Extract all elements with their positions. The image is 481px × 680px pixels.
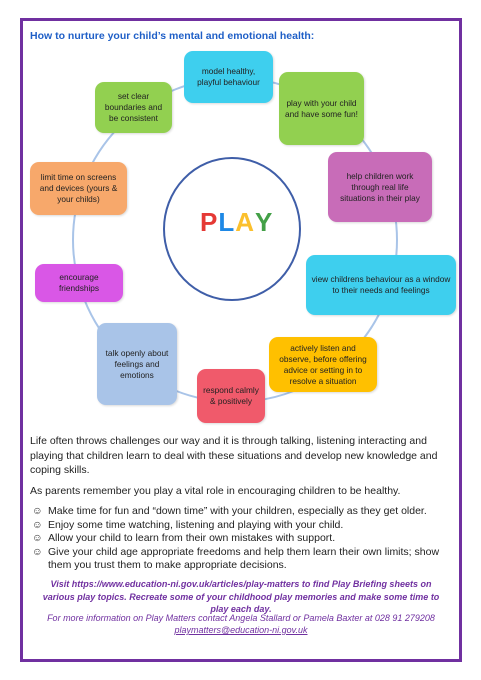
smiley-icon: ☺: [32, 545, 43, 558]
play-letter-a: A: [235, 207, 256, 237]
intro-paragraph: Life often throws challenges our way and it is through talking, listening interacting and playing that children learn to deal with these situations and develop new knowledge and coping skills.: [30, 435, 438, 476]
page-title: How to nurture your child’s mental and emotional health:: [30, 30, 315, 42]
list-item: [30, 505, 458, 519]
tip-text: Make time for fun and “down time” with your children, especially as they get older.: [48, 505, 427, 517]
tip-text: Allow your child to learn from their own mistakes with support.: [48, 532, 336, 544]
smiley-icon: ☺: [32, 505, 43, 517]
box-help-children-work: help children work through real life situations in their play: [328, 152, 432, 222]
list-item: [30, 519, 458, 533]
list-item: [30, 546, 458, 573]
box-view-behaviour: view childrens behaviour as a window to their needs and feelings: [306, 255, 456, 315]
list-item: [30, 532, 458, 546]
tips-list: [30, 505, 458, 573]
play-letter-p: P: [200, 207, 219, 237]
box-limit-screens: limit time on screens and devices (yours & your childs): [30, 162, 127, 215]
box-model-healthy: model healthy, playful behaviour: [184, 51, 273, 103]
email-link[interactable]: playmatters@education-ni.gov.uk: [174, 625, 308, 635]
box-set-boundaries: set clear boundaries and be consistent: [95, 82, 172, 133]
tip-text: Give your child age appropriate freedoms and help them learn their own limits; show them you trust them to make appropriate decisions.: [48, 545, 440, 571]
play-letter-l: L: [218, 207, 236, 237]
smiley-icon: ☺: [32, 532, 43, 544]
tip-text: Enjoy some time watching, listening and playing with your child.: [48, 518, 344, 531]
box-actively-listen: actively listen and observe, before offering advice or setting in to resolve a situation: [269, 337, 377, 392]
smiley-icon: ☺: [32, 518, 43, 531]
contact-info: [36, 612, 446, 636]
play-center-label: [200, 207, 273, 238]
box-respond-calmly: respond calmly & positively: [197, 369, 265, 423]
box-play-with-child: play with your child and have some fun!: [279, 72, 364, 145]
play-letter-y: Y: [255, 207, 274, 237]
visit-link-text[interactable]: Visit https://www.education-ni.gov.uk/articles/play-matters to find Play Briefing sheets on various play topics. Recreate some of your childhood play memories and make some time to play each day.: [42, 579, 440, 614]
box-encourage-friendships: encourage friendships: [35, 264, 123, 302]
contact-text: For more information on Play Matters contact Angela Stallard or Pamela Baxter at 028 91 279208: [47, 613, 435, 623]
box-talk-openly: talk openly about feelings and emotions: [97, 323, 177, 405]
parents-paragraph: As parents remember you play a vital role in encouraging children to be healthy.: [30, 485, 401, 497]
